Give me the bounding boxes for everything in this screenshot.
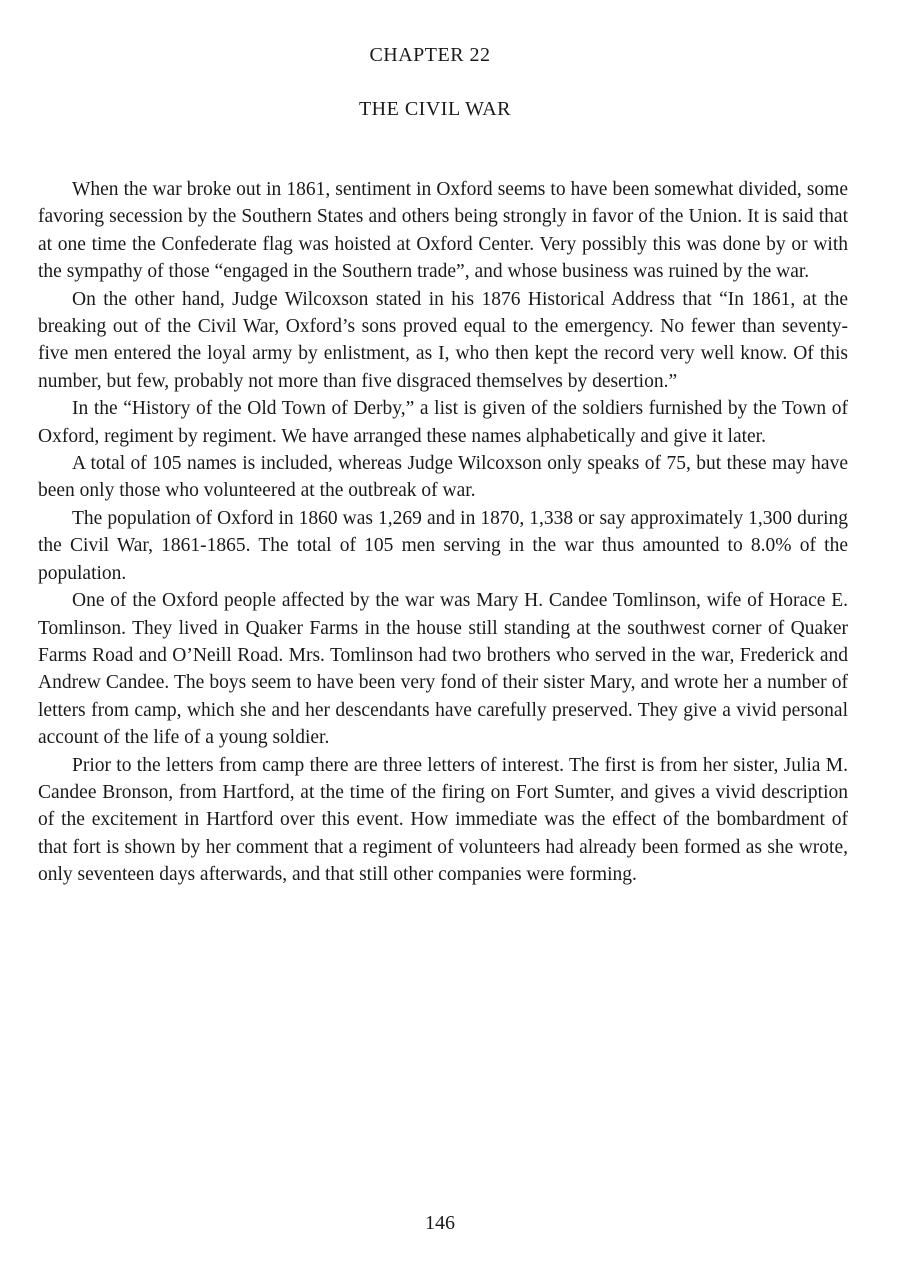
paragraph: On the other hand, Judge Wilcoxson stated in his 1876 Historical Address that “In 1861, at the breaking out of the Civil War, Oxford’s sons proved equal to the emergency. No fewer than seventy-five men entered the loyal army by enlistment, as I, who then kept the record very well know. Of this number, but few, probably not more than five disgraced themselves by desertion.”: [38, 288, 848, 392]
page-number: 146: [425, 1212, 455, 1234]
chapter-label: CHAPTER 22: [369, 44, 491, 66]
chapter-title: THE CIVIL WAR: [358, 98, 512, 120]
paragraph: A total of 105 names is included, whereas Judge Wilcoxson only speaks of 75, but these may have been only those who volunteered at the outbreak of war.: [38, 453, 848, 502]
paragraph: When the war broke out in 1861, sentiment in Oxford seems to have been somewhat divided, some favoring secession by the Southern States and others being strongly in favor of the Union. It is said that at one time the Confederate flag was hoisted at Oxford Center. Very possibly this was done by or with the sympathy of those “engaged in the Southern trade”, and whose business was ruined by the war.: [38, 179, 848, 283]
paragraph: Prior to the letters from camp there are three letters of interest. The first is from her sister, Julia M. Candee Bronson, from Hartford, at the time of the firing on Fort Sumter, and gives a vivid description of the excitement in Hartford over this event. How immediate was the effect of the bombardment of that fort is shown by her comment that a regiment of volunteers had already been formed as she wrote, only seventeen days afterwards, and that still other companies were forming.: [38, 754, 848, 886]
paragraph: One of the Oxford people affected by the war was Mary H. Candee Tomlinson, wife of Horace E. Tomlinson. They lived in Quaker Farms in the house still standing at the southwest corner of Quaker Farms Road and O’Neill Road. Mrs. Tomlinson had two brothers who served in the war, Frederick and Andrew Candee. The boys seem to have been very fond of their sister Mary, and wrote her a number of letters from camp, which she and her descendants have carefully preserved. They give a vivid personal account of the life of a young soldier.: [38, 590, 848, 749]
paragraph: The population of Oxford in 1860 was 1,269 and in 1870, 1,338 or say approximately 1,300 during the Civil War, 1861-1865. The total of 105 men serving in the war thus amounted to 8.0% of the population.: [38, 507, 848, 584]
paragraph: In the “History of the Old Town of Derby,” a list is given of the soldiers furnished by the Town of Oxford, regiment by regiment. We have arranged these names alphabetically and give it later.: [38, 398, 848, 447]
chapter-body: [38, 176, 848, 889]
